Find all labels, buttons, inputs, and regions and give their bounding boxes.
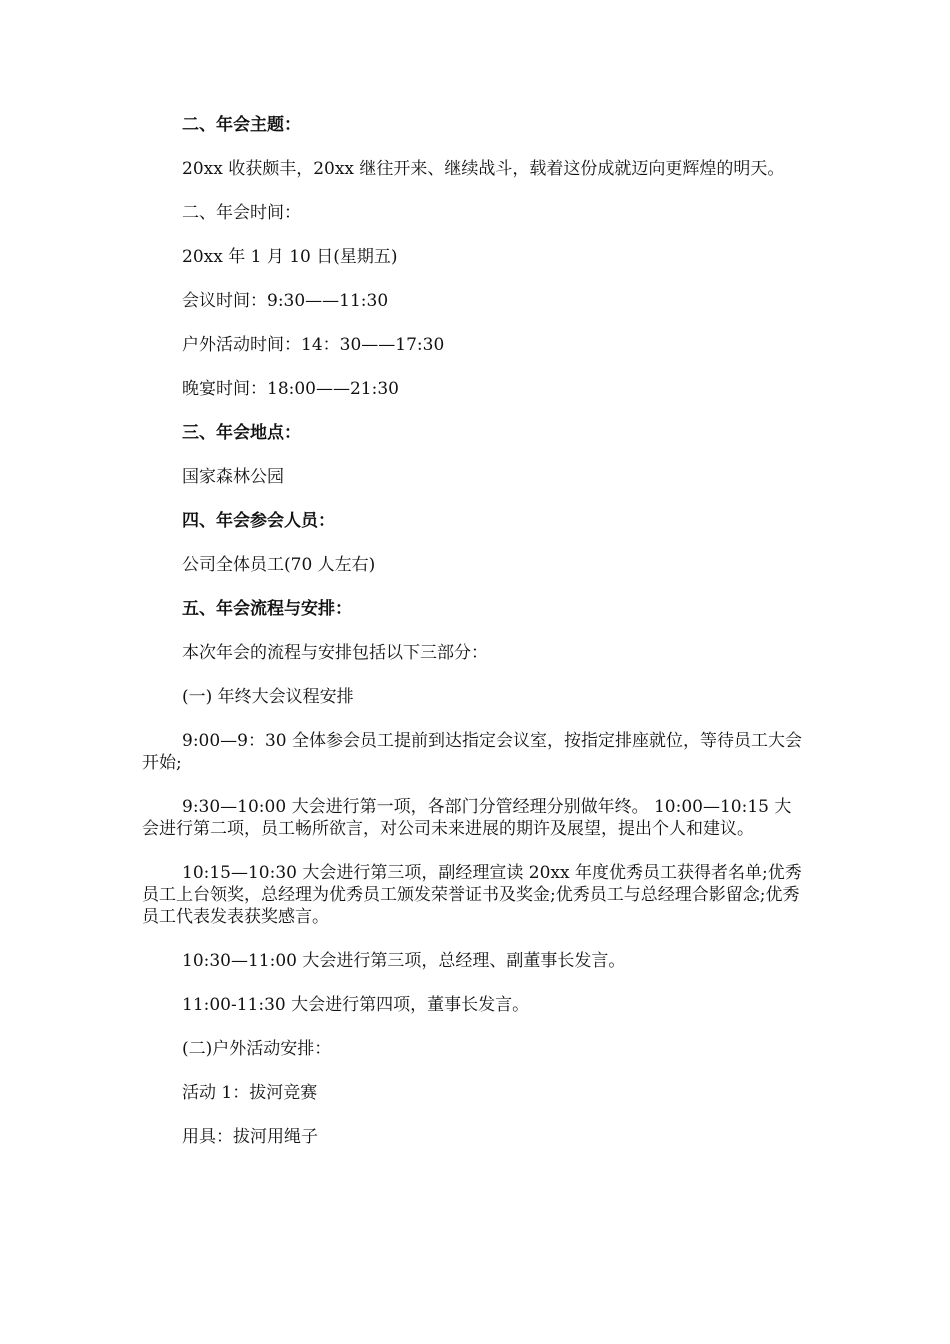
banquet-time: 晚宴时间：18:00——21:30	[182, 379, 399, 399]
agenda-item: 9:00—9：30 全体参会员工提前到达指定会议室，按指定排座就位，等待员工大会开始;	[142, 731, 803, 773]
theme-text: 20xx 收获颇丰，20xx 继往开来、继续战斗，载着这份成就迈向更辉煌的明天。	[182, 159, 785, 179]
activity-equipment: 用具：拔河用绳子	[182, 1127, 318, 1147]
section-heading-agenda: 五、年会流程与安排：	[182, 599, 352, 619]
agenda-intro: 本次年会的流程与安排包括以下三部分：	[182, 643, 488, 663]
section-heading-location: 三、年会地点：	[182, 423, 301, 443]
activity-name: 活动 1：拔河竞赛	[182, 1083, 318, 1103]
agenda-item: 9:30—10:00 大会进行第一项，各部门分管经理分别做年终。 10:00—10:15 大会进行第二项，员工畅所欲言，对公司未来进展的期许及展望，提出个人和建议。	[142, 797, 792, 839]
document-body	[142, 114, 806, 1170]
outdoor-activity-time: 户外活动时间：14：30——17:30	[182, 335, 445, 355]
event-date: 20xx 年 1 月 10 日(星期五)	[182, 247, 398, 267]
subsection-heading-outdoor: (二)户外活动安排：	[182, 1039, 332, 1059]
location-text: 国家森林公园	[182, 467, 284, 487]
attendees-text: 公司全体员工(70 人左右)	[182, 555, 376, 575]
subsection-heading-meeting: (一) 年终大会议程安排	[182, 687, 354, 707]
agenda-item: 10:30—11:00 大会进行第三项，总经理、副董事长发言。	[182, 951, 626, 971]
agenda-item: 10:15—10:30 大会进行第三项，副经理宣读 20xx 年度优秀员工获得者名单;优秀员工上台领奖，总经理为优秀员工颁发荣誉证书及奖金;优秀员工与总经理合影留念;优秀员工代表发表获奖感言。	[142, 863, 802, 927]
section-heading-time: 二、年会时间：	[182, 203, 301, 223]
section-heading-attendees: 四、年会参会人员：	[182, 511, 335, 531]
agenda-item: 11:00-11:30 大会进行第四项，董事长发言。	[182, 995, 530, 1015]
meeting-time: 会议时间：9:30——11:30	[182, 291, 389, 311]
section-heading-theme: 二、年会主题：	[182, 115, 301, 135]
